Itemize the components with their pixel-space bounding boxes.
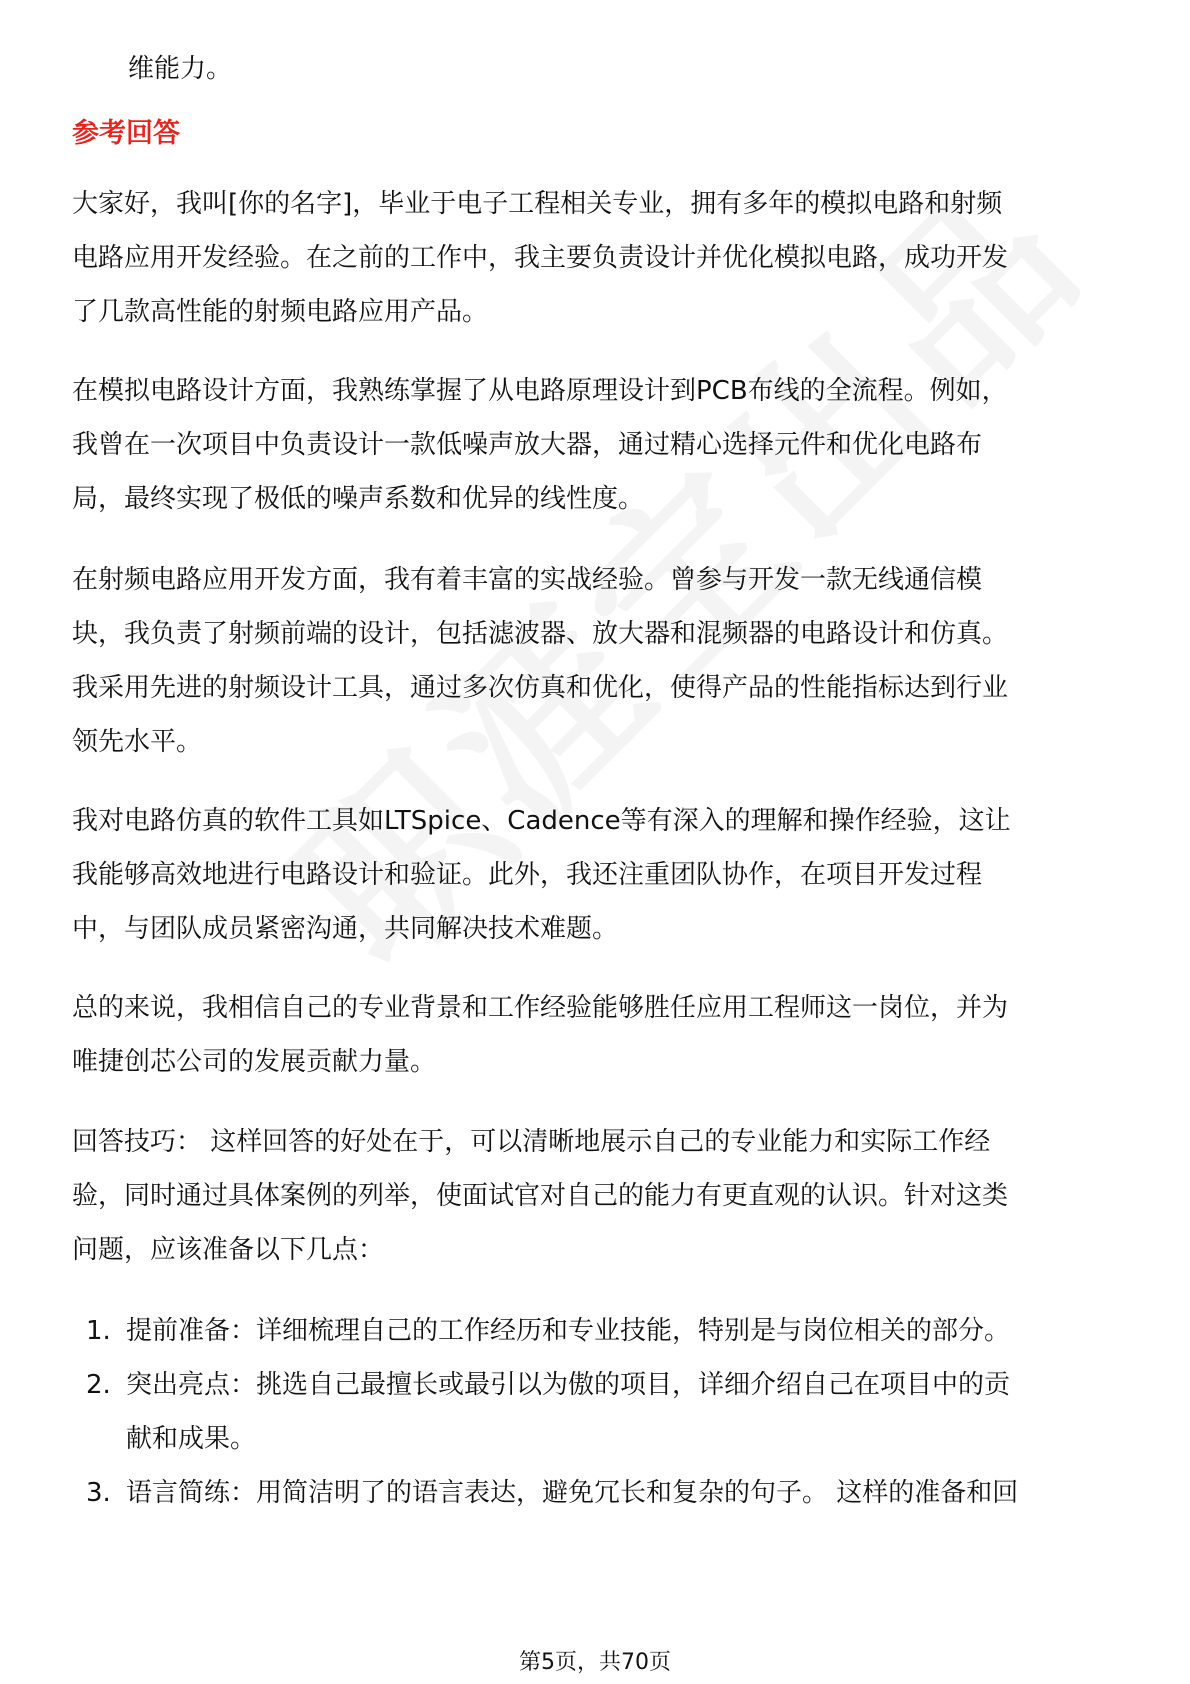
paragraph-line: 我能够高效地进行电路设计和验证。此外，我还注重团队协作，在项目开发过程: [72, 860, 983, 890]
list-number: 3.: [86, 1478, 111, 1508]
list-number: 2.: [86, 1370, 111, 1400]
section-heading: 参考回答: [72, 118, 180, 149]
paragraph-line: 了几款高性能的射频电路应用产品。: [72, 297, 489, 327]
paragraph-line: 在射频电路应用开发方面，我有着丰富的实战经验。曾参与开发一款无线通信模: [72, 565, 983, 595]
paragraph-line: 我曾在一次项目中负责设计一款低噪声放大器，通过精心选择元件和优化电路布: [72, 430, 983, 460]
paragraph-line: 局，最终实现了极低的噪声系数和优异的线性度。: [72, 484, 645, 514]
paragraph-line: 验，同时通过具体案例的列举，使面试官对自己的能力有更直观的认识。针对这类: [72, 1181, 1009, 1211]
paragraph-line: 总的来说，我相信自己的专业背景和工作经验能够胜任应用工程师这一岗位，并为: [72, 993, 1009, 1023]
paragraph-line: 回答技巧： 这样回答的好处在于，可以清晰地展示自己的专业能力和实际工作经: [72, 1127, 991, 1157]
page-number-footer: 第5页，共70页: [519, 1650, 671, 1675]
list-item-text: 献和成果。: [126, 1424, 257, 1454]
paragraph-line: 大家好，我叫[你的名字]，毕业于电子工程相关专业，拥有多年的模拟电路和射频: [72, 189, 1003, 219]
paragraph-line: 块，我负责了射频前端的设计，包括滤波器、放大器和混频器的电路设计和仿真。: [72, 619, 1009, 649]
paragraph-line: 电路应用开发经验。在之前的工作中，我主要负责设计并优化模拟电路，成功开发: [72, 243, 1009, 273]
list-number: 1.: [86, 1316, 111, 1346]
list-item-text: 提前准备：详细梳理自己的工作经历和专业技能，特别是与岗位相关的部分。: [126, 1316, 1011, 1346]
continuation-text: 维能力。: [128, 54, 233, 84]
paragraph-line: 领先水平。: [72, 727, 203, 757]
paragraph-line: 唯捷创芯公司的发展贡献力量。: [72, 1047, 437, 1077]
paragraph-line: 我采用先进的射频设计工具，通过多次仿真和优化，使得产品的性能指标达到行业: [72, 673, 1009, 703]
list-item-text: 突出亮点：挑选自己最擅长或最引以为傲的项目，详细介绍自己在项目中的贡: [126, 1370, 1011, 1400]
paragraph-line: 我对电路仿真的软件工具如LTSpice、Cadence等有深入的理解和操作经验，这让: [72, 806, 1011, 836]
list-item-text: 语言简练：用简洁明了的语言表达，避免冗长和复杂的句子。 这样的准备和回: [126, 1478, 1019, 1508]
paragraph-line: 在模拟电路设计方面，我熟练掌握了从电路原理设计到PCB布线的全流程。例如，: [72, 376, 1008, 406]
paragraph-line: 问题，应该准备以下几点：: [72, 1235, 385, 1265]
paragraph-line: 中，与团队成员紧密沟通，共同解决技术难题。: [72, 914, 619, 944]
